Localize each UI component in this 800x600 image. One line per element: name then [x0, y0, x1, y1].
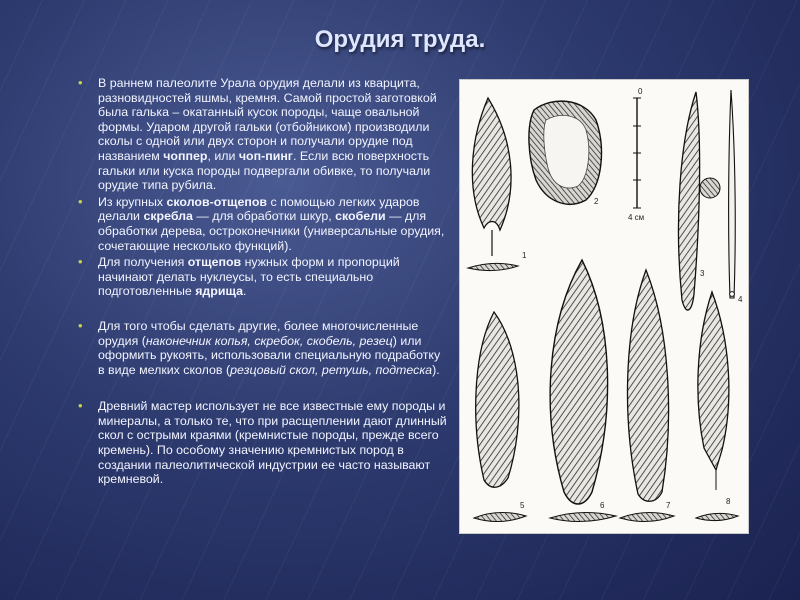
figure-number-3: 3 [700, 269, 705, 278]
bullet-text-segment: . [242, 284, 247, 299]
bullet-text-segment: . Если всю поверхность гальки или куска породы подвергали обивке, то получали орудие типа рубила. [98, 148, 431, 193]
bullet-item [78, 76, 448, 193]
bullet-text-segment: Для получения [98, 255, 188, 270]
tool-6-drawing [550, 260, 616, 522]
tool-5-drawing [474, 312, 526, 522]
bullet-text-segment: — для обработки шкур, [192, 209, 336, 224]
figure-number-1: 1 [522, 251, 527, 260]
bullet-text-segment: чоп-пинг [238, 148, 293, 163]
bullet-text-segment: ) или оформить рукоять, использовали специальную подработку в виде мелких сколов ( [98, 333, 441, 377]
bullet-item [78, 399, 448, 487]
bullet-text-segment: Из крупных [98, 194, 167, 209]
bullet-text-segment: Для того чтобы сделать другие, более многочисленные орудия ( [98, 318, 419, 348]
bullet-text-segment: скобели [335, 209, 386, 224]
tool-1-drawing [468, 98, 518, 271]
bullet-text-segment: ). [432, 362, 440, 377]
bullet-text-segment: резцовый скол, ретушь, подтеска [230, 362, 433, 377]
bullet-text-segment: скребла [143, 209, 193, 224]
bullet-item [78, 319, 448, 377]
figure-number-7: 7 [666, 501, 671, 510]
bullet-text-segment: — для обработки дерева, остроконечники (универсальные орудия, сочетающие несколько функций). [98, 209, 445, 253]
scale-top-label: 0 [638, 87, 643, 96]
bullet-item [78, 255, 448, 299]
bullet-text-segment: ядрища [195, 284, 243, 299]
tool-7-drawing [620, 270, 674, 522]
figure-number-2: 2 [594, 197, 599, 206]
bullet-text-segment: с помощью легких ударов делали [98, 194, 420, 224]
scale-bottom-label: 4 см [628, 213, 645, 222]
bullet-item [78, 195, 448, 253]
bullet-list [78, 76, 448, 487]
tool-2-drawing [529, 101, 602, 204]
slide-title: Орудия труда. [314, 26, 486, 53]
scale-bar [633, 98, 641, 208]
bullet-text-segment: В раннем палеолите Урала орудия делали из кварцита, разновидностей яшмы, кремня. Самой простой заготовкой была галька – окатанный кусок породы, чаще овальной формы. Ударом другой гальки (отбойником) производили сколы с одной или двух сторон и получали орудие под названием [98, 76, 437, 163]
tool-4-drawing [729, 90, 736, 298]
stone-tools-illustration [459, 79, 749, 534]
figure-number-4: 4 [738, 295, 743, 304]
bullet-text-segment: , или [207, 148, 239, 163]
tool-8-drawing [696, 292, 738, 521]
bullet-text-segment: нужных форм и пропорций начинают делать нуклеусы, то есть специально подготовленные [98, 255, 400, 299]
figure-number-6: 6 [600, 501, 605, 510]
bullet-text-segment: отщепов [187, 255, 242, 270]
bullet-text-segment: сколов-отщепов [166, 194, 268, 209]
figure-number-8: 8 [726, 497, 731, 506]
bullet-text-segment: наконечник копья, скребок, скобель, резец [145, 333, 393, 348]
bullet-text-segment: чоппер [163, 148, 208, 163]
figure-number-5: 5 [520, 501, 525, 510]
bullet-text-segment: Древний мастер использует не все известные ему породы и минералы, а только те, что при расщеплении дают длинный скол с острыми краями (кремнистые породы, прежде всего кремень). По особому значению кремнистых пород в создании палеолитической индустрии ее часто называют кремневой. [98, 399, 447, 487]
